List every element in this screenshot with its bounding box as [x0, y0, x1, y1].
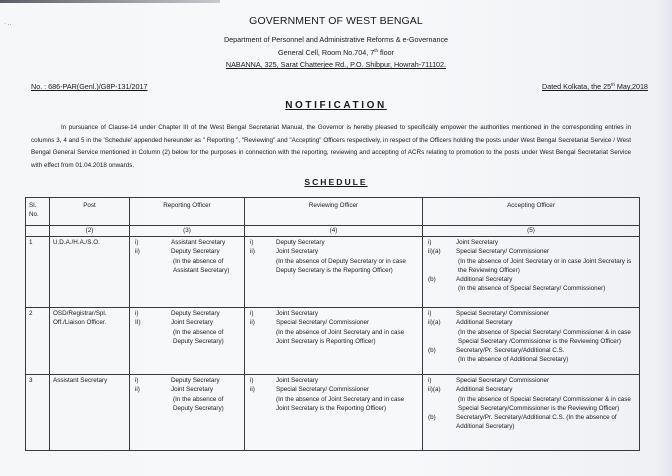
- entry-note: (In the absence of Assistant Secretary): [173, 257, 230, 274]
- entry-text: Deputy Secretary: [276, 239, 325, 246]
- entry-label: ii): [250, 248, 255, 256]
- entry-text: Joint Secretary: [171, 319, 213, 327]
- entry-label: ii): [250, 386, 255, 394]
- entry-text: Deputy Secretary: [171, 310, 220, 317]
- department-name: Department of Personnel and Administrative Reforms & e-Governance: [223, 35, 449, 44]
- header-sl-no: Sl. No.: [26, 198, 50, 226]
- table-row: [26, 308, 640, 375]
- schedule-title: SCHEDULE: [304, 177, 368, 187]
- entry-label: i): [135, 239, 139, 246]
- header-reporting-officer: Reporting Officer: [130, 198, 245, 226]
- entry-text: Secretary/Pr. Secretary/Additional C.S.: [456, 347, 565, 355]
- office-address: NABANNA, 325, Sarat Chatterjee Rd., P.O. Shibpur, Howrah-711102.: [225, 60, 447, 69]
- government-title: GOVERNMENT OF WEST BENGAL: [249, 15, 423, 27]
- entry-note: (In the absence of Joint Secretary or in case Joint Secretary is the Reviewing Officer): [458, 257, 632, 274]
- reviewing-officer-cell: [245, 237, 423, 308]
- reviewing-officer-cell: [245, 375, 423, 451]
- entry-note: (In the absence of Additional Secretary): [458, 356, 569, 364]
- entry-label: II): [135, 319, 141, 327]
- memo-number: No. : 686-PAR(Genl.)/G8P-131/2017: [31, 82, 148, 91]
- memo-date: Dated Kolkata, the 25th May,2018: [542, 82, 648, 91]
- entry-label: (b): [428, 347, 436, 355]
- notification-body: In pursuance of Clause-14 under Chapter III of the West Bengal Secretariat Manual, the Governor is hereby pleased to specifically empower the authorities mentioned in the corresponding entries in columns 3, 4 and 5 in the 'Schedule' appended hereunder as " Reporting ", "Reviewing" and "Accepting" Officers respectively, in respect of the Officers holding the posts under West Bengal Secretariat Service / West Bengal General Service mentioned in Column (2) below for the purposes in connection with the reporting, reviewing and accepting of ACRs relating to promotion to the posts under West Bengal Secretariat Service with effect from 01.04.2018 onwards.: [31, 124, 631, 169]
- entry-label: ii)(a): [428, 319, 441, 327]
- entry-text: Special Secretary/ Commissioner: [276, 319, 370, 327]
- entry-label: i): [250, 310, 254, 317]
- entry-text: Deputy Secretary: [171, 248, 220, 256]
- accepting-officer-cell: [423, 375, 640, 451]
- entry-label: ii): [135, 248, 140, 256]
- post-name: Assistant Secretary: [50, 375, 130, 451]
- entry-text: Special Secretary/ Commissioner: [456, 377, 550, 384]
- entry-label: ii): [250, 319, 255, 327]
- header-post: Post: [50, 198, 130, 226]
- column-number: [26, 226, 50, 237]
- entry-text: Additional Secretary: [456, 386, 513, 394]
- column-number: (5): [423, 226, 640, 237]
- column-number: (2): [50, 226, 130, 237]
- entry-label: ii)(a): [428, 386, 441, 394]
- entry-label: i): [428, 310, 432, 317]
- table-row: [26, 237, 640, 308]
- entry-text: Joint Secretary: [276, 377, 318, 384]
- entry-note: (In the absence of Special Secretary/ Commissioner & in case Special Secretary/Commissioner is the Reviewing Officer): [458, 395, 631, 412]
- entry-note: (In the absence of Special Secretary/ Commissioner & in case Special Secretary /Commissioner is the Reviewing Officer): [458, 328, 631, 345]
- table-header-row: [26, 198, 640, 226]
- notification-title: NOTIFICATION: [285, 100, 387, 111]
- scan-edge-shadow: [0, 0, 220, 3]
- reviewing-officer-cell: [245, 308, 423, 375]
- column-number: (4): [245, 226, 423, 237]
- sl-number: 2: [26, 308, 50, 375]
- entry-text: Joint Secretary: [171, 386, 213, 394]
- entry-label: i): [250, 239, 254, 246]
- sl-number: 1: [26, 237, 50, 308]
- entry-label: ii): [135, 386, 140, 394]
- entry-note: (In the absence of Joint Secretary and in case Joint Secretary is the Reporting Officer): [276, 395, 405, 412]
- entry-text: Special Secretary/ Commissioner: [456, 310, 550, 317]
- entry-text: Assistant Secretary: [171, 239, 226, 246]
- header-reviewing-officer: Reviewing Officer: [245, 198, 423, 226]
- entry-text: Special Secretary/ Commissioner: [456, 248, 550, 256]
- entry-label: (b): [428, 276, 436, 284]
- accepting-officer-cell: [423, 237, 640, 308]
- entry-text: Additional Secretary: [456, 319, 513, 327]
- entry-note: (In the absence of Deputy Secretary): [173, 395, 224, 412]
- entry-label: i): [428, 377, 432, 384]
- entry-text: Joint Secretary: [456, 239, 498, 246]
- schedule-table: [25, 197, 640, 451]
- accepting-officer-cell: [423, 308, 640, 375]
- entry-label: i): [428, 239, 432, 246]
- column-number-row: [26, 226, 640, 237]
- entry-text: Secretary/Pr. Secretary/Additional C.S. (In the absence of Additional Secretary): [456, 414, 617, 431]
- post-name: U.D.A./H.A./S.O.: [50, 237, 130, 308]
- entry-text: Joint Secretary: [276, 310, 318, 317]
- header-accepting-officer: Accepting Officer: [423, 198, 640, 226]
- entry-text: Special Secretary/ Commissioner: [276, 386, 370, 394]
- cell-location: General Cell, Room No.704, 7th floor: [277, 48, 395, 57]
- column-number: (3): [130, 226, 245, 237]
- entry-text: Deputy Secretary: [171, 377, 220, 384]
- entry-note: (In the absence of Deputy Secretary): [173, 328, 224, 345]
- entry-label: i): [250, 377, 254, 384]
- entry-label: ii)(a): [428, 248, 441, 256]
- entry-label: i): [135, 377, 139, 384]
- entry-note: (In the absence of Special Secretary/ Commissioner): [458, 285, 606, 293]
- scan-artifact: · ‥: [4, 21, 12, 27]
- reporting-officer-cell: [130, 375, 245, 451]
- reporting-officer-cell: [130, 308, 245, 375]
- entry-note: (In the absence of Deputy Secretary or in case Deputy Secretary is the Reporting Officer): [276, 257, 406, 274]
- entry-note: (In the absence of Joint Secretary and in case Joint Secretary is Reporting Officer): [276, 328, 405, 345]
- table-row: [26, 375, 640, 451]
- entry-label: i): [135, 310, 139, 317]
- sl-number: 3: [26, 375, 50, 451]
- entry-text: Additional Secretary: [456, 276, 513, 284]
- post-name: OSD/Registrar/Spl. Off./Liaison Officer.: [50, 308, 130, 375]
- reporting-officer-cell: [130, 237, 245, 308]
- entry-label: (b): [428, 414, 436, 422]
- scan-right-shade: [658, 0, 672, 476]
- entry-text: Joint Secretary: [276, 248, 318, 256]
